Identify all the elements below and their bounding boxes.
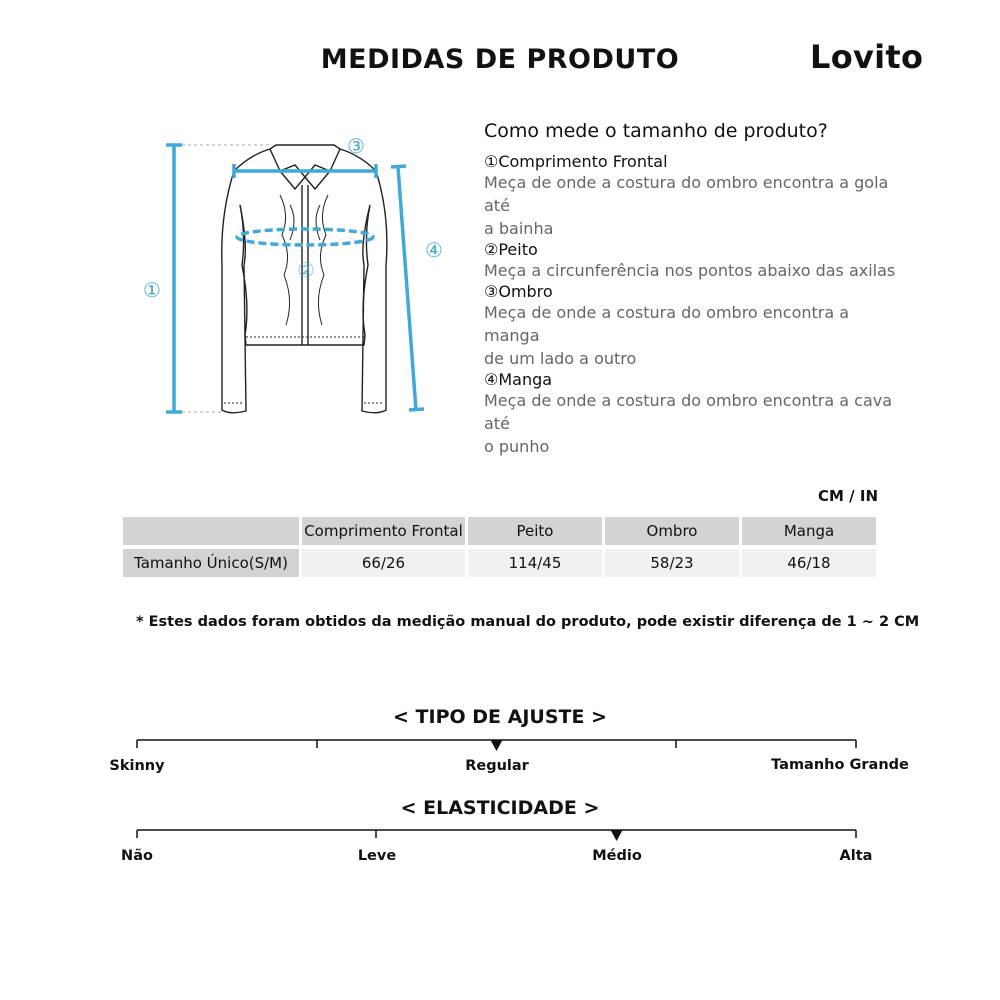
instruction-label: Comprimento Frontal <box>498 152 668 171</box>
instruction-item <box>484 370 904 458</box>
instruction-number: ② <box>484 240 499 259</box>
instruction-desc-line: de um lado a outro <box>484 349 637 368</box>
instruction-desc-line: Meça de onde a costura do ombro encontra a cava até <box>484 391 893 433</box>
table-cell: 114/45 <box>468 549 602 577</box>
instruction-number: ④ <box>484 370 499 389</box>
instructions-list <box>484 152 904 458</box>
instruction-number: ③ <box>484 282 499 301</box>
table-cell: 58/23 <box>605 549 739 577</box>
marker-3: ③ <box>347 134 365 158</box>
instruction-item <box>484 152 904 240</box>
instruction-desc-line: Meça de onde a costura do ombro encontra a manga <box>484 303 850 345</box>
measurement-note: * Estes dados foram obtidos da medição manual do produto, pode existir diferença de 1 ~ 2 CM <box>136 614 920 630</box>
elasticity-indicator <box>611 830 623 841</box>
instruction-desc-line: Meça de onde a costura do ombro encontra a gola até <box>484 173 889 215</box>
units-label: CM / IN <box>818 487 878 505</box>
instruction-label: Ombro <box>498 282 553 301</box>
instruction-item <box>484 282 904 370</box>
table-header-cell: Ombro <box>605 517 739 545</box>
fit-label-regular: Regular <box>465 758 529 774</box>
fit-scale <box>130 734 870 756</box>
instruction-number: ① <box>484 152 499 171</box>
table-header-cell: Peito <box>468 517 602 545</box>
instruction-item <box>484 240 904 282</box>
brand-logo: Lovito <box>810 38 924 76</box>
table-header-cell <box>123 517 299 545</box>
page-title: MEDIDAS DE PRODUTO <box>320 44 680 75</box>
table-header-cell: Comprimento Frontal <box>302 517 465 545</box>
table-cell: 46/18 <box>742 549 876 577</box>
elasticity-label-high: Alta <box>839 848 873 864</box>
instruction-desc-line: a bainha <box>484 219 554 238</box>
instruction-label: Manga <box>498 370 553 389</box>
table-row-label: Tamanho Único(S/M) <box>123 549 299 577</box>
fit-label-skinny: Skinny <box>109 758 165 774</box>
garment-diagram <box>130 125 460 425</box>
table-cell: 66/26 <box>302 549 465 577</box>
instruction-desc-line: o punho <box>484 437 550 456</box>
instructions-title: Como mede o tamanho de produto? <box>484 120 828 142</box>
fit-indicator <box>491 740 503 751</box>
fit-scale-title: < TIPO DE AJUSTE > <box>393 706 607 728</box>
instruction-desc-line: Meça a circunferência nos pontos abaixo das axilas <box>484 261 896 280</box>
table-header-cell: Manga <box>742 517 876 545</box>
marker-2: ② <box>297 258 315 282</box>
elasticity-scale-title: < ELASTICIDADE > <box>400 797 600 819</box>
elasticity-label-none: Não <box>121 848 153 864</box>
marker-4: ④ <box>425 238 443 262</box>
elasticity-label-light: Leve <box>357 848 397 864</box>
fit-label-large: Tamanho Grande <box>771 757 909 773</box>
marker-1: ① <box>143 278 161 302</box>
instruction-label: Peito <box>498 240 538 259</box>
elasticity-scale <box>130 824 870 846</box>
elasticity-label-medium: Médio <box>592 848 642 864</box>
